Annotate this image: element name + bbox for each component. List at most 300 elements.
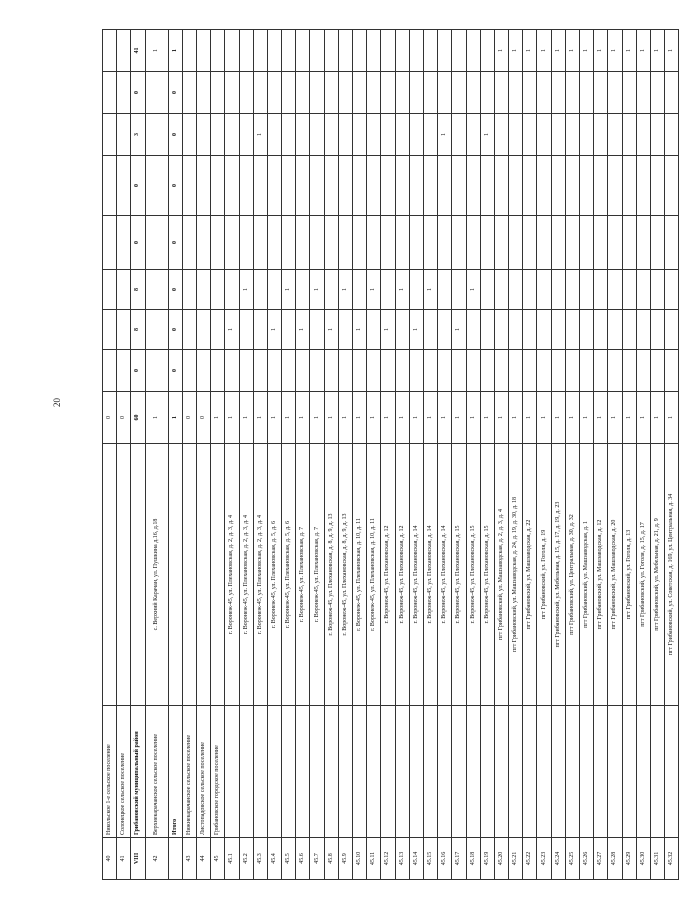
value-cell — [395, 156, 409, 216]
value-cell: 1 — [438, 392, 452, 444]
value-cell — [296, 114, 310, 156]
municipality-cell — [636, 706, 650, 838]
address-cell: г. Воронеж-45, ул. Плехановская, д. 7 — [296, 444, 310, 706]
value-cell: 1 — [423, 270, 437, 310]
value-cell: 41 — [131, 30, 145, 72]
table-row — [580, 30, 594, 880]
municipality-cell — [608, 706, 622, 838]
row-number-cell: 45.10 — [353, 838, 367, 880]
municipality-cell: Грибановский муниципальный район — [131, 706, 145, 838]
table-row — [650, 30, 664, 880]
value-cell: 1 — [650, 392, 664, 444]
value-cell — [452, 270, 466, 310]
value-cell — [117, 30, 131, 72]
value-cell — [636, 156, 650, 216]
value-cell — [594, 216, 608, 270]
table-row — [494, 30, 508, 880]
municipality-cell — [225, 706, 239, 838]
value-cell — [466, 72, 480, 114]
value-cell: 1 — [310, 392, 324, 444]
value-cell — [196, 350, 210, 392]
table-row — [103, 30, 117, 880]
value-cell — [409, 72, 423, 114]
address-cell: г. Воронеж-45, ул. Плехановская, д. 2, д. 3, д. 4 — [253, 444, 267, 706]
address-cell: г. Воронеж-45, ул. Плехановская, д. 5, д. 6 — [282, 444, 296, 706]
value-cell — [381, 72, 395, 114]
value-cell: 1 — [211, 392, 225, 444]
value-cell — [324, 114, 338, 156]
value-cell — [395, 310, 409, 350]
row-number-cell: 45.18 — [466, 838, 480, 880]
value-cell: 1 — [353, 310, 367, 350]
row-number-cell: 45 — [211, 838, 225, 880]
municipality-cell — [267, 706, 281, 838]
value-cell — [103, 350, 117, 392]
municipality-cell — [324, 706, 338, 838]
table-row — [381, 30, 395, 880]
address-cell: пгт Грибановский, ул. Мебельная, д. 21, д. 9 — [650, 444, 664, 706]
value-cell: 1 — [494, 30, 508, 72]
value-cell: 1 — [168, 392, 182, 444]
value-cell — [225, 156, 239, 216]
address-cell: г. Воронеж-45, ул. Плехановская, д. 12 — [381, 444, 395, 706]
value-cell: 1 — [580, 30, 594, 72]
value-cell — [353, 350, 367, 392]
value-cell — [324, 270, 338, 310]
address-cell: г. Воронеж-45, ул. Плехановская, д. 14 — [409, 444, 423, 706]
address-cell: с. Верхний Карачан, ул. Пушкина д.16, д.18 — [145, 444, 168, 706]
value-cell — [324, 30, 338, 72]
municipality-cell: Верхнекарачанское сельское поселение — [145, 706, 168, 838]
value-cell — [523, 72, 537, 114]
row-number-cell: VIII — [131, 838, 145, 880]
value-cell: 1 — [338, 392, 352, 444]
table-row — [395, 30, 409, 880]
value-cell: 0 — [103, 392, 117, 444]
value-cell: 1 — [409, 310, 423, 350]
value-cell — [211, 270, 225, 310]
value-cell — [551, 216, 565, 270]
row-number-cell: 45.22 — [523, 838, 537, 880]
value-cell: 1 — [537, 30, 551, 72]
value-cell: 1 — [296, 392, 310, 444]
municipality-cell — [650, 706, 664, 838]
value-cell — [145, 310, 168, 350]
value-cell — [580, 114, 594, 156]
table-row — [338, 30, 352, 880]
value-cell — [117, 350, 131, 392]
value-cell — [381, 216, 395, 270]
value-cell — [353, 156, 367, 216]
value-cell — [580, 216, 594, 270]
value-cell: 1 — [452, 310, 466, 350]
value-cell — [338, 30, 352, 72]
value-cell — [452, 216, 466, 270]
value-cell — [537, 156, 551, 216]
value-cell — [182, 72, 196, 114]
row-number-cell: 45.13 — [395, 838, 409, 880]
table-row — [452, 30, 466, 880]
value-cell: 1 — [367, 270, 381, 310]
value-cell — [665, 156, 679, 216]
address-cell: пгт Грибановский, ул. Центральная, д. 30, д. 32 — [565, 444, 579, 706]
value-cell: 0 — [168, 114, 182, 156]
value-cell — [494, 350, 508, 392]
value-cell — [466, 350, 480, 392]
value-cell — [665, 216, 679, 270]
value-cell — [622, 350, 636, 392]
value-cell — [494, 216, 508, 270]
value-cell — [565, 72, 579, 114]
value-cell: 1 — [551, 30, 565, 72]
value-cell — [636, 114, 650, 156]
value-cell — [353, 114, 367, 156]
table-row — [537, 30, 551, 880]
value-cell — [565, 156, 579, 216]
value-cell — [537, 350, 551, 392]
value-cell — [537, 114, 551, 156]
table-row — [367, 30, 381, 880]
value-cell — [239, 72, 253, 114]
value-cell — [381, 156, 395, 216]
value-cell: 1 — [523, 392, 537, 444]
value-cell — [480, 270, 494, 310]
table-row — [480, 30, 494, 880]
value-cell — [395, 30, 409, 72]
value-cell — [438, 310, 452, 350]
table-row — [636, 30, 650, 880]
value-cell: 8 — [131, 310, 145, 350]
municipality-cell — [622, 706, 636, 838]
value-cell: 1 — [565, 392, 579, 444]
value-cell — [310, 216, 324, 270]
value-cell — [580, 350, 594, 392]
value-cell — [423, 72, 437, 114]
value-cell — [636, 350, 650, 392]
value-cell: 0 — [168, 270, 182, 310]
row-number-cell: 45.20 — [494, 838, 508, 880]
table-row — [594, 30, 608, 880]
value-cell — [267, 350, 281, 392]
municipality-cell — [665, 706, 679, 838]
value-cell — [438, 156, 452, 216]
table-row — [353, 30, 367, 880]
value-cell — [310, 156, 324, 216]
address-cell: пгт Грибановский, ул. Гоголя, д. 19 — [537, 444, 551, 706]
value-cell — [452, 72, 466, 114]
value-cell — [580, 270, 594, 310]
row-number-cell: 45.29 — [622, 838, 636, 880]
address-cell: пгт Грибановский, ул. Гоголя, д. 15, д. 17 — [636, 444, 650, 706]
value-cell — [480, 350, 494, 392]
value-cell — [608, 216, 622, 270]
value-cell: 1 — [580, 392, 594, 444]
value-cell — [367, 30, 381, 72]
table-row — [565, 30, 579, 880]
row-number-cell: 42 — [145, 838, 168, 880]
value-cell — [253, 72, 267, 114]
row-number-cell: 45.24 — [551, 838, 565, 880]
value-cell — [438, 216, 452, 270]
table-row — [182, 30, 196, 880]
address-cell: г. Воронеж-45, ул. Плехановская, д. 7 — [310, 444, 324, 706]
municipality-cell — [438, 706, 452, 838]
address-cell — [211, 444, 225, 706]
value-cell — [622, 270, 636, 310]
value-cell — [523, 216, 537, 270]
value-cell — [367, 114, 381, 156]
value-cell — [182, 310, 196, 350]
value-cell — [282, 114, 296, 156]
value-cell: 1 — [282, 392, 296, 444]
value-cell — [239, 156, 253, 216]
value-cell: 1 — [636, 392, 650, 444]
address-cell: г. Воронеж-45, ул. Плехановская, д. 15 — [480, 444, 494, 706]
row-number-cell: 45.17 — [452, 838, 466, 880]
address-cell: г. Воронеж-45, ул. Плехановская, д. 15 — [452, 444, 466, 706]
value-cell: 1 — [636, 30, 650, 72]
address-cell: г. Воронеж-45, ул. Плехановская, д. 2, д. 3, д. 4 — [225, 444, 239, 706]
value-cell — [239, 216, 253, 270]
value-cell: 1 — [324, 310, 338, 350]
page-number: 20 — [52, 398, 62, 407]
value-cell — [523, 350, 537, 392]
row-number-cell: 45.32 — [665, 838, 679, 880]
address-cell: пгт Грибановский, ул. Машзаводская, д. 24, д. 19, д. 30, д. 18 — [509, 444, 523, 706]
value-cell — [211, 72, 225, 114]
value-cell — [622, 216, 636, 270]
value-cell: 1 — [594, 392, 608, 444]
value-cell — [353, 72, 367, 114]
value-cell — [145, 72, 168, 114]
value-cell — [622, 72, 636, 114]
value-cell — [650, 156, 664, 216]
value-cell — [608, 114, 622, 156]
value-cell — [466, 114, 480, 156]
value-cell: 1 — [494, 392, 508, 444]
value-cell — [466, 30, 480, 72]
value-cell — [282, 310, 296, 350]
value-cell — [523, 270, 537, 310]
value-cell — [324, 350, 338, 392]
value-cell — [438, 30, 452, 72]
address-cell — [117, 444, 131, 706]
value-cell — [182, 350, 196, 392]
value-cell: 1 — [565, 30, 579, 72]
value-cell — [494, 270, 508, 310]
value-cell — [636, 270, 650, 310]
value-cell: 1 — [650, 30, 664, 72]
row-number-cell: 45.2 — [239, 838, 253, 880]
address-cell: пгт Грибановский, ул. Мебельная, д. 15, д. 17, д. 19, д. 23 — [551, 444, 565, 706]
table-row — [253, 30, 267, 880]
value-cell: 1 — [608, 392, 622, 444]
value-cell: 1 — [324, 392, 338, 444]
value-cell — [665, 350, 679, 392]
value-cell: 60 — [131, 392, 145, 444]
value-cell — [196, 156, 210, 216]
value-cell — [296, 216, 310, 270]
table-row — [196, 30, 210, 880]
value-cell — [211, 350, 225, 392]
municipality-cell — [452, 706, 466, 838]
row-number-cell: 45.15 — [423, 838, 437, 880]
municipality-cell: Итого — [168, 706, 182, 838]
value-cell — [282, 350, 296, 392]
value-cell — [466, 156, 480, 216]
value-cell — [551, 270, 565, 310]
value-cell — [494, 156, 508, 216]
value-cell — [324, 72, 338, 114]
value-cell: 0 — [117, 392, 131, 444]
value-cell — [381, 30, 395, 72]
municipality-cell: Солонецкое сельское поселение — [117, 706, 131, 838]
value-cell: 1 — [438, 114, 452, 156]
address-cell: г. Воронеж-45, ул. Плехановская, д. 2, д. 3, д. 4 — [239, 444, 253, 706]
value-cell — [296, 30, 310, 72]
municipality-cell: Грибановское городское поселение — [211, 706, 225, 838]
value-cell: 1 — [622, 392, 636, 444]
value-cell — [480, 30, 494, 72]
value-cell — [466, 216, 480, 270]
housing-table — [102, 29, 679, 880]
value-cell: 0 — [196, 392, 210, 444]
value-cell: 1 — [145, 30, 168, 72]
value-cell — [267, 30, 281, 72]
value-cell — [367, 216, 381, 270]
value-cell — [338, 310, 352, 350]
address-cell: г. Воронеж-45, ул. Плехановская, д. 14 — [423, 444, 437, 706]
address-cell: г. Воронеж-45, ул. Плехановская, д. 10, д. 11 — [367, 444, 381, 706]
value-cell: 1 — [225, 310, 239, 350]
value-cell — [225, 72, 239, 114]
value-cell — [381, 350, 395, 392]
value-cell: 1 — [296, 310, 310, 350]
table-row — [296, 30, 310, 880]
row-number-cell: 45.30 — [636, 838, 650, 880]
table-row — [622, 30, 636, 880]
value-cell: 1 — [381, 392, 395, 444]
value-cell — [622, 310, 636, 350]
row-number-cell: 45.23 — [537, 838, 551, 880]
value-cell — [594, 72, 608, 114]
address-cell: г. Воронеж-45, ул. Плехановская, д. 8, д. 9, д. 13 — [324, 444, 338, 706]
value-cell — [103, 72, 117, 114]
value-cell — [182, 216, 196, 270]
value-cell — [608, 350, 622, 392]
value-cell: 0 — [131, 350, 145, 392]
municipality-cell — [551, 706, 565, 838]
table-row — [310, 30, 324, 880]
value-cell — [296, 72, 310, 114]
address-cell — [103, 444, 117, 706]
row-number-cell: 45.27 — [594, 838, 608, 880]
value-cell: 1 — [466, 392, 480, 444]
table-row — [239, 30, 253, 880]
value-cell — [117, 270, 131, 310]
value-cell: 1 — [395, 392, 409, 444]
value-cell — [580, 72, 594, 114]
municipality-cell — [253, 706, 267, 838]
value-cell — [211, 216, 225, 270]
value-cell — [494, 310, 508, 350]
value-cell — [594, 310, 608, 350]
value-cell — [239, 30, 253, 72]
value-cell: 1 — [239, 392, 253, 444]
address-cell: г. Воронеж-45, ул. Плехановская, д. 12 — [395, 444, 409, 706]
value-cell — [267, 114, 281, 156]
value-cell — [296, 156, 310, 216]
value-cell — [282, 216, 296, 270]
value-cell — [409, 216, 423, 270]
value-cell — [636, 216, 650, 270]
value-cell — [225, 270, 239, 310]
value-cell — [395, 350, 409, 392]
value-cell — [438, 72, 452, 114]
value-cell — [452, 156, 466, 216]
value-cell — [650, 216, 664, 270]
value-cell — [565, 216, 579, 270]
value-cell — [395, 72, 409, 114]
value-cell — [565, 310, 579, 350]
value-cell: 1 — [665, 30, 679, 72]
value-cell — [537, 72, 551, 114]
value-cell — [509, 72, 523, 114]
value-cell — [438, 350, 452, 392]
value-cell: 1 — [338, 270, 352, 310]
table-row — [551, 30, 565, 880]
row-number-cell: 44 — [196, 838, 210, 880]
value-cell — [523, 156, 537, 216]
value-cell: 1 — [423, 392, 437, 444]
address-cell — [131, 444, 145, 706]
value-cell — [551, 72, 565, 114]
value-cell — [608, 270, 622, 310]
row-number-cell: 45.14 — [409, 838, 423, 880]
row-number-cell: 40 — [103, 838, 117, 880]
value-cell — [423, 216, 437, 270]
value-cell: 0 — [131, 216, 145, 270]
value-cell — [423, 114, 437, 156]
row-number-cell: 45.12 — [381, 838, 395, 880]
row-number-cell: 45.8 — [324, 838, 338, 880]
value-cell — [211, 156, 225, 216]
value-cell — [409, 30, 423, 72]
value-cell — [523, 114, 537, 156]
value-cell — [367, 156, 381, 216]
value-cell — [239, 310, 253, 350]
value-cell — [310, 310, 324, 350]
value-cell — [145, 114, 168, 156]
municipality-cell — [466, 706, 480, 838]
value-cell: 0 — [131, 72, 145, 114]
value-cell: 1 — [665, 392, 679, 444]
value-cell — [537, 216, 551, 270]
value-cell — [665, 72, 679, 114]
value-cell — [103, 310, 117, 350]
value-cell — [452, 114, 466, 156]
value-cell — [452, 30, 466, 72]
value-cell: 1 — [253, 114, 267, 156]
table-row — [438, 30, 452, 880]
value-cell: 1 — [353, 392, 367, 444]
value-cell — [480, 72, 494, 114]
value-cell — [117, 310, 131, 350]
value-cell — [409, 156, 423, 216]
value-cell: 1 — [253, 392, 267, 444]
value-cell: 1 — [395, 270, 409, 310]
value-cell: 0 — [168, 310, 182, 350]
